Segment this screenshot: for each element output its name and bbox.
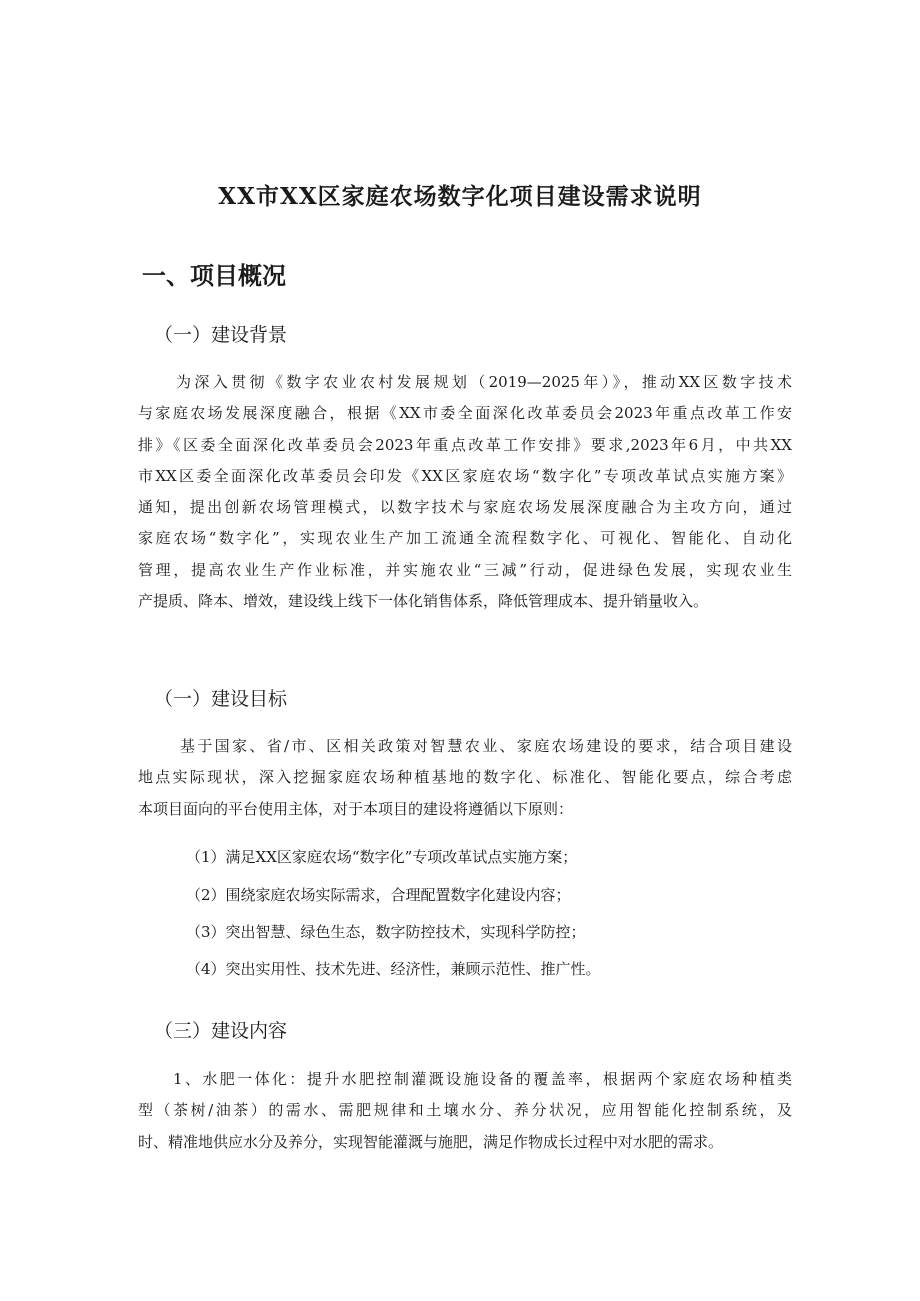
background-paragraph xyxy=(138,367,792,617)
paragraph-line: 排》《区委全面深化改革委员会2023年重点改革工作安排》要求,2023年6月，中共XX xyxy=(138,435,792,454)
goals-paragraph xyxy=(138,731,792,825)
principle-item: （1）满足XX区家庭农场“数字化”专项改革试点实施方案； xyxy=(186,848,578,866)
principle-item: （2）围绕家庭农场实际需求，合理配置数字化建设内容； xyxy=(186,886,571,904)
document-title: XX市XX区家庭农场数字化项目建设需求说明 xyxy=(218,183,702,210)
paragraph-line: 1、水肥一体化：提升水肥控制灌溉设施设备的覆盖率，根据两个家庭农场种植类 xyxy=(173,1070,792,1088)
paragraph-line: 型（茶树/油茶）的需水、需肥规律和土壤水分、养分状况，应用智能化控制系统，及 xyxy=(138,1101,792,1120)
paragraph-line: 与家庭农场发展深度融合，根据《XX市委全面深化改革委员会2023年重点改革工作安 xyxy=(138,404,792,423)
subsection-heading-background: （一）建设背景 xyxy=(154,324,288,346)
paragraph-line: 产提质、降本、增效，建设线上线下一体化销售体系，降低管理成本、提升销量收入。 xyxy=(138,592,709,611)
paragraph-line: 基于国家、省/市、区相关政策对智慧农业、家庭农场建设的要求，结合项目建设 xyxy=(180,737,792,755)
subsection-heading-content: （三）建设内容 xyxy=(154,1020,288,1042)
paragraph-line: 管理，提高农业生产作业标准，并实施农业“三减”行动，促进绿色发展，实现农业生 xyxy=(138,560,792,579)
paragraph-line: 家庭农场“数字化”，实现农业生产加工流通全流程数字化、可视化、智能化、自动化 xyxy=(138,529,792,548)
principle-item: （3）突出智慧、绿色生态，数字防控技术，实现科学防控； xyxy=(186,923,586,941)
content-paragraph xyxy=(138,1064,792,1158)
paragraph-line: 时、精准地供应水分及养分，实现智能灌溉与施肥，满足作物成长过程中对水肥的需求。 xyxy=(138,1132,724,1151)
paragraph-line: 为深入贯彻《数字农业农村发展规划（2019—2025年）》，推动XX区数字技术 xyxy=(176,373,792,391)
paragraph-line: 本项目面向的平台使用主体，对于本项目的建设将遵循以下原则： xyxy=(138,799,574,818)
subsection-heading-goals: （一）建设目标 xyxy=(154,688,288,710)
paragraph-line: 通知，提出创新农场管理模式，以数字技术与家庭农场发展深度融合为主攻方向，通过 xyxy=(138,498,792,517)
principle-item: （4）突出实用性、技术先进、经济性，兼顾示范性、推广性。 xyxy=(186,960,601,978)
paragraph-line: 市XX区委全面深化改革委员会印发《XX区家庭农场“数字化”专项改革试点实施方案》 xyxy=(138,466,792,485)
paragraph-line: 地点实际现状，深入挖掘家庭农场种植基地的数字化、标准化、智能化要点，综合考虑 xyxy=(138,768,792,787)
section-heading: 一、项目概况 xyxy=(142,261,286,290)
